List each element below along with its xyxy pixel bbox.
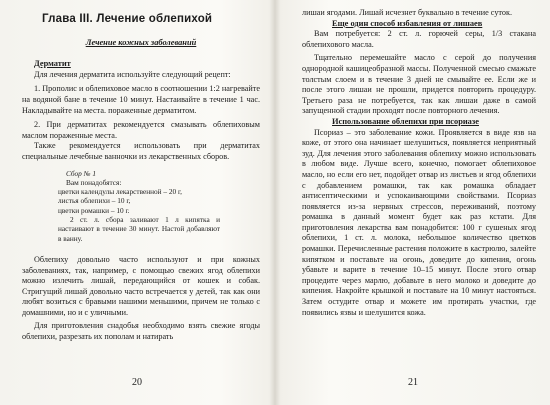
recipe-block [58,169,220,243]
subsection-title-lichen: Еще один способ избавления от лишаев [332,18,483,28]
paragraph-need: Вам потребуется: 2 ст. л. горючей серы, 1/3 стакана облепихового масла. [302,29,536,49]
section-title: Лечение кожных заболеваний [85,37,197,47]
recipe-line-4: 2 ст. л. сбора заливают 1 л кипятка и настаивают в течение 30 минут. Настой добавляют в ванну. [58,215,220,243]
paragraph-oblepikha: Облепиху довольно часто используют и при кожных заболеваниях, так, например, с помощью свежих ягод облепихи можно излечить лишай, передающийся от кошек и собак. Стригущий лишай довольно часто встречается у детей, так как они любят возиться с бравыми нашими меньшими, причем не только с домашними, но и с уличными. [22,254,260,317]
paragraph-baths: Также рекомендуется использовать при дерматитах специальные лечебные ванночки из лекарственных сборов. [22,141,260,161]
list-item-1: 1. Прополис и облепиховое масло в соотношении 1:2 нагревайте на водяной бане в течение 10 минут. Настаивайте в течение 1 час. Накладывайте на места. пораженные дерматитом. [22,84,260,115]
recipe-title: Сбор № 1 [66,168,96,178]
left-page-text [22,14,260,343]
paragraph-mix: Тщательно перемешайте масло с серой до получения однородной кашицеобразной массы. Полученной смесью смажьте толстым слоем и в течение 3 дней не смывайте ее. Если же и после этого лишаи не прошли, придется повторить процедуру. Третьего раза не потребуется, так как лишаи даже в самой запущенной стадии проходят после повторного лечения. [302,53,536,116]
subsection-title-psoriasis: Использование облепихи при псориазе [332,116,479,126]
page-number-right: 21 [408,377,418,388]
paragraph-intro: Для лечения дерматита используйте следующий рецепт: [34,69,231,79]
page-number-left: 20 [132,377,142,388]
subsection-title-dermatitis: Дерматит [34,59,71,69]
paragraph-prep: Для приготовления снадобья необходимо взять свежие ягоды облепихи, разрезать их пополам и натирать [22,321,260,342]
paragraph-psoriasis: Псориаз – это заболевание кожи. Проявляется в виде язв на коже, от этого она начинает шелушиться, появляется неприятный зуд. Для лечения этого заболевания облепиху можно использовать в любом виде. Лучше всего, конечно, помогает облепиховое масло, но если его нет, подойдет отвар из листьев и ягод облепихи с добавлением ромашки, так как ромашка обладает антисептическими и успокаивающими свойствами. Псориаз появляется из-за нервных стрессов, переживаний, поэтому ромашка в данный момент будет как раз кстати. Для приготовления лекарства вам понадобится: 100 г сушеных ягод облепихи, 1 ст. л. молока, небольшое количество цветков ромашки. Перечисленные растения положите в кастрюлю, залейте кипятком и поставьте на огонь, доведите до кипения, огонь убавьте и варите в течение 10–15 минут. После этого отвар процедите через марлю, добавьте в него молоко и доведите до кипения. Накройте крышкой и поставьте на 10 минут настояться. Затем остудите отвар и можете им протирать участки, где появились язвы и шелушится кожа. [302,127,536,317]
paragraph-top: лишаи ягодами. Лишай исчезнет буквально в течение суток. [302,8,513,17]
recipe-line-2: листья облепихи – 10 г, [58,196,131,206]
recipe-line-3: цветки ромашки – 10 г. [58,205,130,215]
right-page-text [302,8,536,318]
list-item-2: 2. При дерматитах рекомендуется смазывать облепиховым маслом пораженные места. [22,120,260,140]
right-page [276,0,550,405]
recipe-needs: Вам понадобятся: [66,177,122,187]
left-page [0,0,274,405]
chapter-title: Глава III. Лечение облепихой [42,13,213,25]
recipe-line-1: цветки календулы лекарственной – 20 г, [58,187,182,197]
